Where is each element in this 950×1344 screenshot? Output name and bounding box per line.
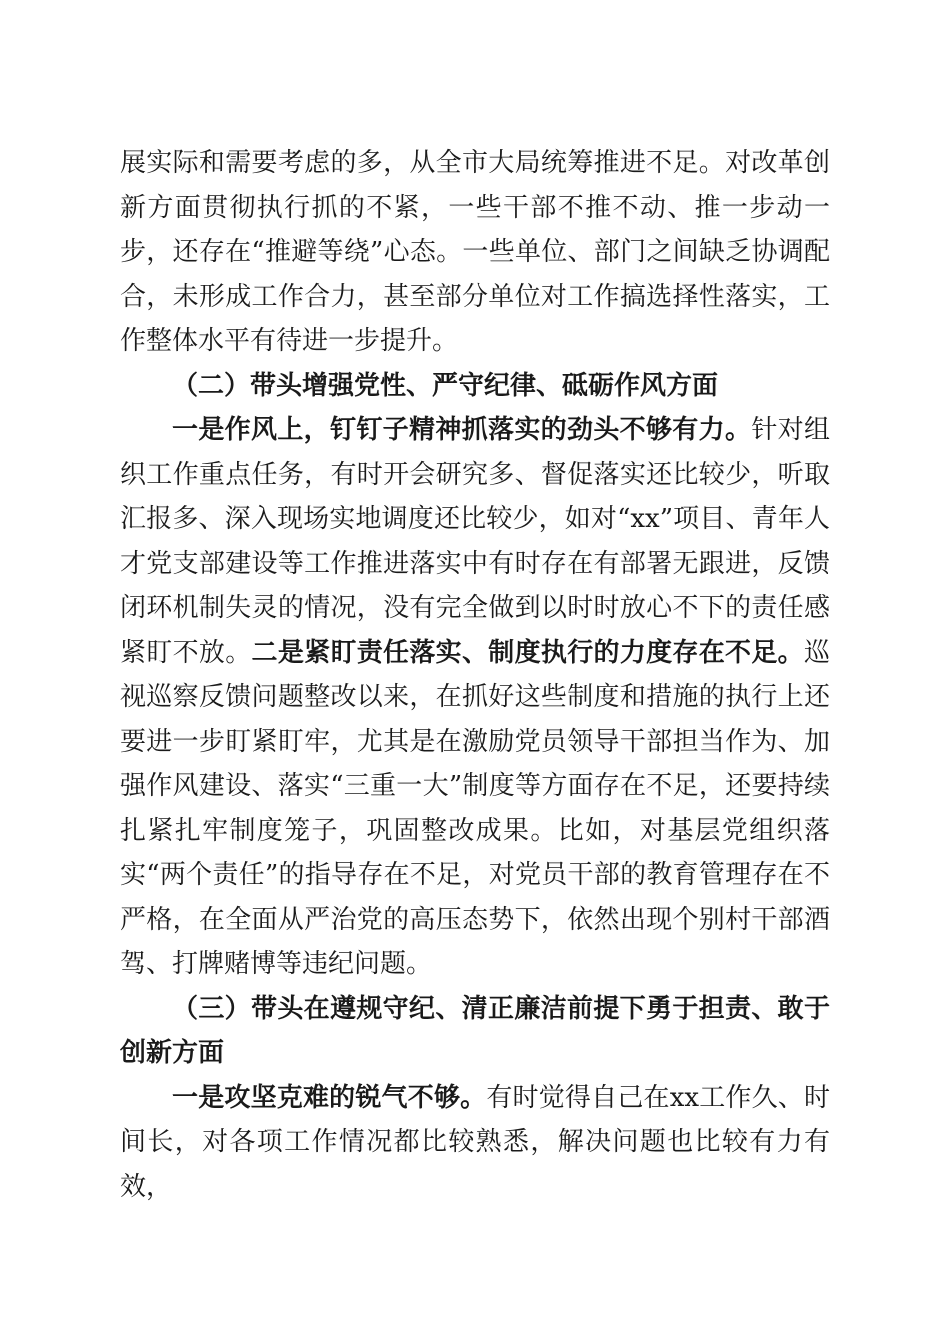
paragraph-style-discipline — [120, 408, 830, 987]
paragraph-lead-1: 一是作风上，钉钉子精神抓落实的劲头不够有力。 — [172, 415, 752, 445]
section-heading-2: （二）带头增强党性、严守纪律、砥砺作风方面 — [172, 370, 719, 401]
paragraph-continuation: 展实际和需要考虑的多，从全市大局统筹推进不足。对改革创新方面贯彻执行抓的不紧，一些干部不推不动、推一步动一步，还存在“推避等绕”心态。一些单位、部门之间缺乏协调配合，未形成工作合力，甚至部分单位对工作搞选择性落实，工作整体水平有待进一步提升。 — [120, 148, 830, 356]
paragraph-lead-3: 一是攻坚克难的锐气不够。 — [172, 1082, 487, 1113]
paragraph-challenges — [120, 1076, 830, 1210]
document-body — [120, 141, 830, 1209]
section-heading-3: （三）带头在遵规守纪、清正廉洁前提下勇于担责、敢于创新方面 — [120, 993, 830, 1068]
paragraph-body-3: 有时觉得自己在xx工作久、时间长，对各项工作情况都比较熟悉，解决问题也比较有力有效， — [120, 1082, 830, 1202]
paragraph-body-1: 针对组织工作重点任务，有时开会研究多、督促落实还比较少，听取汇报多、深入现场实地调度还比较少，如对“xx”项目、青年人才党支部建设等工作推进落实中有时存在有部署无跟进，反馈闭环机制失灵的情况，没有完全做到以时时放心不下的责任感紧盯不放。 — [120, 415, 830, 668]
paragraph-lead-2: 二是紧盯责任落实、制度执行的力度存在不足。 — [251, 637, 804, 668]
paragraph-body-2: 巡视巡察反馈问题整改以来，在抓好这些制度和措施的执行上还要进一步盯紧盯牢，尤其是在激励党员领导干部担当作为、加强作风建设、落实“三重一大”制度等方面存在不足，还要持续扎紧扎牢制度笼子，巩固整改成果。比如，对基层党组织落实“两个责任”的指导存在不足，对党员干部的教育管理存在不严格，在全面从严治党的高压态势下，依然出现个别村干部酒驾、打牌赌博等违纪问题。 — [120, 637, 830, 979]
